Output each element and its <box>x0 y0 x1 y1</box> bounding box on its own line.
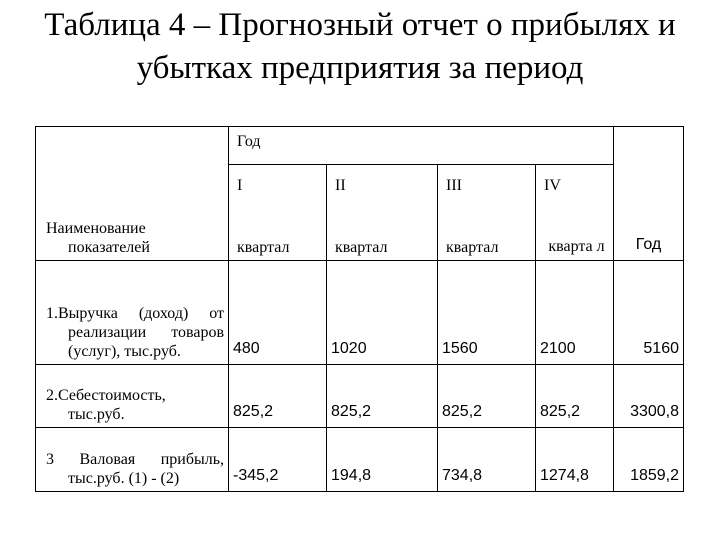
table-cell: 1274,8 <box>536 428 614 492</box>
quarter-roman: I <box>229 165 327 211</box>
table-cell-total: 1859,2 <box>614 428 684 492</box>
quarter-label: кварта л <box>536 211 614 261</box>
row-name: 1.Выручка (доход) от реализации товаров (услуг), тыс.руб. <box>46 305 224 360</box>
row-name: 2.Себестоимость, тыс.руб. <box>46 387 166 423</box>
header-year-total: Год <box>614 127 684 261</box>
table-cell: 1560 <box>438 261 536 365</box>
table-cell: 480 <box>229 261 327 365</box>
header-indicators-label: Наименование показателей <box>46 220 150 256</box>
quarter-label: квартал <box>327 211 438 261</box>
table-row-label <box>36 428 229 492</box>
forecast-table <box>35 126 684 492</box>
table-cell: 1020 <box>327 261 438 365</box>
table-cell: 734,8 <box>438 428 536 492</box>
quarter-roman: IV <box>536 165 614 211</box>
table-cell-total: 3300,8 <box>614 365 684 428</box>
header-indicators-cell <box>36 127 229 261</box>
table-cell: 825,2 <box>438 365 536 428</box>
table-cell: 2100 <box>536 261 614 365</box>
page-title: Таблица 4 – Прогнозный отчет о прибылях и убытках предприятия за период <box>44 7 676 86</box>
table-row-label <box>36 261 229 365</box>
table-cell: 825,2 <box>327 365 438 428</box>
quarter-roman: III <box>438 165 536 211</box>
table-cell-total: 5160 <box>614 261 684 365</box>
table-cell: 825,2 <box>536 365 614 428</box>
table-cell: 194,8 <box>327 428 438 492</box>
header-year-group: Год <box>229 127 614 165</box>
quarter-roman: II <box>327 165 438 211</box>
table-cell: -345,2 <box>229 428 327 492</box>
row-name: 3 Валовая прибыль, тыс.руб. (1) - (2) <box>46 451 224 487</box>
table-row-label <box>36 365 229 428</box>
quarter-label: квартал <box>438 211 536 261</box>
table-cell: 825,2 <box>229 365 327 428</box>
quarter-label: квартал <box>229 211 327 261</box>
